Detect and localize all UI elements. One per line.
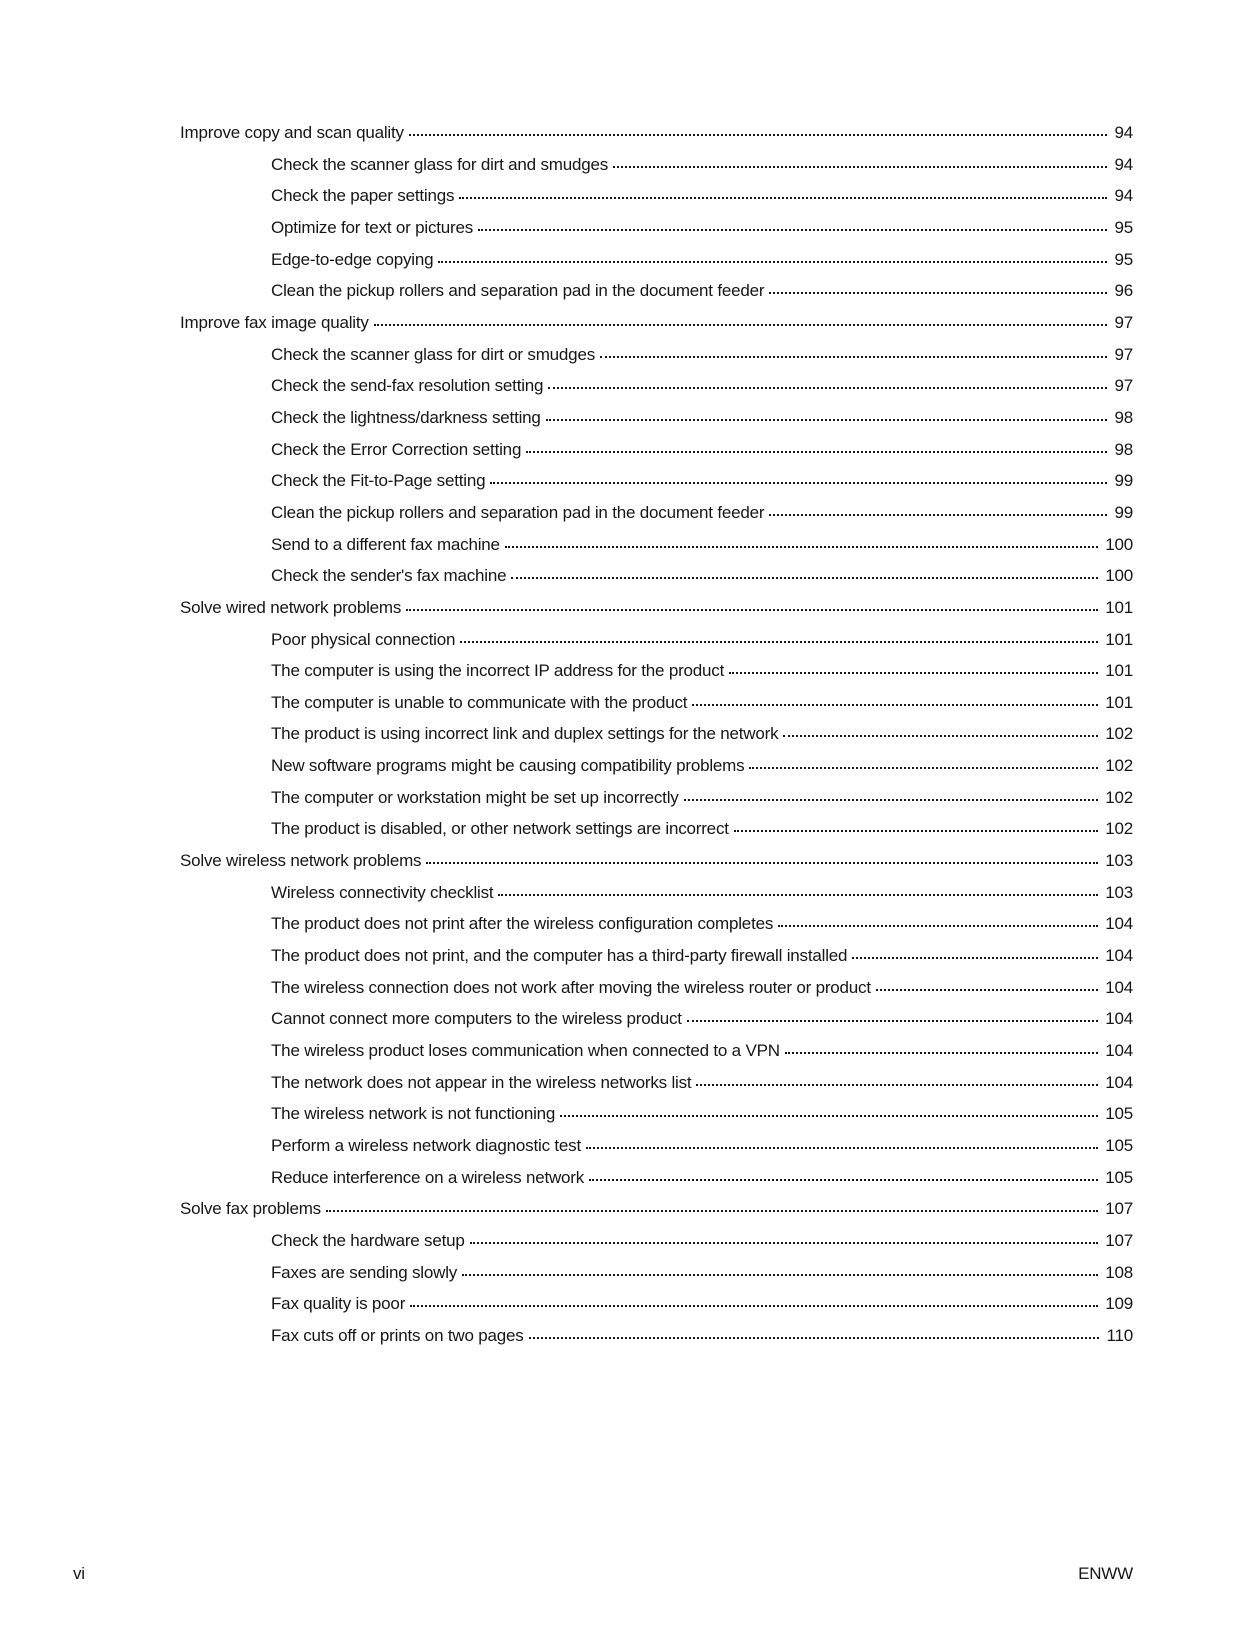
toc-entry-page: 94 (1114, 123, 1133, 142)
toc-entry[interactable] (180, 244, 1133, 276)
toc-entry[interactable] (180, 624, 1133, 656)
toc-dot-leader (406, 609, 1098, 611)
toc-entry[interactable] (180, 529, 1133, 561)
toc-dot-leader (734, 830, 1098, 832)
toc-entry-page: 99 (1114, 471, 1133, 491)
toc-entry-title: The wireless connection does not work after moving the wireless router or product (271, 977, 871, 997)
toc-entry[interactable] (180, 1162, 1133, 1194)
toc-entry-page: 101 (1105, 692, 1133, 712)
toc-entry-title: Check the paper settings (271, 186, 455, 206)
toc-entry-title: Clean the pickup rollers and separation pad in the document feeder (271, 502, 765, 522)
toc-entry-page: 101 (1105, 629, 1133, 649)
toc-entry-title: The wireless network is not functioning (271, 1104, 556, 1124)
toc-entry[interactable] (180, 877, 1133, 909)
toc-entry[interactable] (180, 149, 1133, 181)
toc-dot-leader (769, 292, 1107, 294)
toc-dot-leader (769, 514, 1107, 516)
toc-entry-title: Fax quality is poor (271, 1294, 406, 1314)
toc-entry-page: 95 (1114, 249, 1133, 269)
toc-entry-title: The product does not print after the wireless configuration completes (271, 914, 774, 934)
toc-dot-leader (852, 957, 1098, 959)
toc-dot-leader (438, 261, 1107, 263)
toc-entry-page: 104 (1105, 977, 1133, 997)
toc-entry-title: Optimize for text or pictures (271, 217, 474, 237)
toc-dot-leader (490, 482, 1107, 484)
toc-entry[interactable] (180, 1320, 1133, 1352)
toc-entry-title: Solve fax problems (180, 1199, 321, 1219)
toc-entry-title: The computer is unable to communicate with the product (271, 692, 688, 712)
toc-entry[interactable] (180, 370, 1133, 402)
toc-entry-page: 108 (1105, 1262, 1133, 1282)
toc-dot-leader (729, 672, 1098, 674)
toc-dot-leader (586, 1147, 1098, 1149)
toc-entry-page: 94 (1114, 154, 1133, 174)
toc-entry[interactable] (180, 212, 1133, 244)
toc-entry-page: 104 (1105, 1072, 1133, 1092)
toc-entry[interactable] (180, 465, 1133, 497)
toc-entry-page: 109 (1105, 1294, 1133, 1314)
toc-dot-leader (326, 1210, 1098, 1212)
toc-dot-leader (526, 451, 1107, 453)
toc-entry[interactable] (180, 1035, 1133, 1067)
toc-entry-page: 103 (1105, 882, 1133, 902)
toc-entry-page: 102 (1105, 724, 1133, 744)
toc-entry[interactable] (180, 1193, 1133, 1225)
toc-entry-title: Fax cuts off or prints on two pages (271, 1325, 524, 1345)
toc-entry-page: 105 (1105, 1104, 1133, 1124)
toc-entry[interactable] (180, 655, 1133, 687)
toc-entry-page: 98 (1114, 407, 1133, 427)
toc-entry-title: Edge-to-edge copying (271, 249, 434, 269)
toc-entry-title: The network does not appear in the wireless networks list (271, 1072, 692, 1092)
toc-dot-leader (505, 546, 1098, 548)
toc-entry-title: Solve wireless network problems (180, 851, 422, 871)
toc-entry-title: The product is using incorrect link and duplex settings for the network (271, 724, 779, 744)
toc-dot-leader (560, 1115, 1098, 1117)
toc-entry-title: Check the sender's fax machine (271, 566, 507, 586)
toc-entry-page: 102 (1105, 787, 1133, 807)
toc-entry[interactable] (180, 592, 1133, 624)
toc-entry-page: 97 (1114, 312, 1133, 332)
toc-entry-title: Reduce interference on a wireless network (271, 1167, 585, 1187)
toc-entry-page: 98 (1114, 439, 1133, 459)
toc-entry[interactable] (180, 180, 1133, 212)
toc-dot-leader (410, 1305, 1098, 1307)
toc-entry-page: 99 (1114, 502, 1133, 522)
toc-entry-page: 96 (1114, 281, 1133, 301)
toc-dot-leader (478, 229, 1107, 231)
toc-entry-title: Check the scanner glass for dirt and smudges (271, 154, 609, 174)
toc-entry-page: 105 (1105, 1136, 1133, 1155)
toc-entry-title: The wireless product loses communication when connected to a VPN (271, 1041, 780, 1061)
toc-entry-title: Check the Error Correction setting (271, 439, 522, 459)
toc-entry-page: 100 (1105, 566, 1133, 586)
toc-entry-title: Check the hardware setup (271, 1230, 465, 1250)
toc-entry[interactable] (180, 402, 1133, 434)
toc-dot-leader (529, 1337, 1100, 1339)
toc-entry-title: Cannot connect more computers to the wireless product (271, 1009, 682, 1029)
toc-entry[interactable] (180, 908, 1133, 940)
toc-entry-page: 104 (1105, 1009, 1133, 1029)
toc-entry-page: 105 (1105, 1167, 1133, 1187)
toc-entry[interactable] (180, 275, 1133, 307)
toc-dot-leader (409, 134, 1108, 136)
toc-entry[interactable] (180, 1067, 1133, 1099)
toc-dot-leader (546, 419, 1108, 421)
toc-entry-title: Clean the pickup rollers and separation pad in the document feeder (271, 281, 765, 301)
toc-entry[interactable] (180, 1130, 1133, 1162)
toc-dot-leader (749, 767, 1098, 769)
toc-dot-leader (426, 862, 1098, 864)
toc-entry[interactable] (180, 1003, 1133, 1035)
toc-entry[interactable] (180, 339, 1133, 371)
toc-entry[interactable] (180, 434, 1133, 466)
toc-entry[interactable] (180, 497, 1133, 529)
toc-entry-title: Wireless connectivity checklist (271, 882, 494, 902)
toc-dot-leader (876, 989, 1098, 991)
toc-entry[interactable] (180, 813, 1133, 845)
toc-entry-title: Improve copy and scan quality (180, 123, 404, 142)
toc-entry[interactable] (180, 782, 1133, 814)
toc-entry[interactable] (180, 718, 1133, 750)
toc-dot-leader (470, 1242, 1099, 1244)
footer-page-number: vi (73, 1564, 85, 1583)
toc-entry-title: The computer or workstation might be set up incorrectly (271, 787, 679, 807)
toc-dot-leader (696, 1084, 1098, 1086)
toc-entry[interactable] (180, 117, 1133, 149)
toc-entry[interactable] (180, 1225, 1133, 1257)
toc-entry-title: Faxes are sending slowly (271, 1262, 458, 1282)
toc-entry-page: 104 (1105, 1041, 1133, 1061)
toc-dot-leader (511, 577, 1098, 579)
toc-entry[interactable] (180, 1288, 1133, 1320)
toc-dot-leader (460, 641, 1098, 643)
toc-entry-title: The product does not print, and the computer has a third-party firewall installed (271, 946, 848, 966)
toc-dot-leader (684, 799, 1099, 801)
toc-entry-page: 100 (1105, 534, 1133, 554)
toc-entry-title: Send to a different fax machine (271, 534, 500, 554)
toc-entry-page: 101 (1105, 597, 1133, 617)
page-footer (73, 1564, 1133, 1584)
toc-dot-leader (548, 387, 1107, 389)
toc-entry-page: 97 (1114, 376, 1133, 396)
toc-entry-page: 107 (1105, 1199, 1133, 1219)
toc-entry-page: 102 (1105, 756, 1133, 776)
toc-entry-page: 95 (1114, 217, 1133, 237)
toc-dot-leader (778, 925, 1098, 927)
toc-entry[interactable] (180, 1098, 1133, 1130)
toc-entry-title: New software programs might be causing compatibility problems (271, 756, 745, 776)
toc-entry-title: Check the lightness/darkness setting (271, 407, 541, 427)
toc-entry-title: The product is disabled, or other network settings are incorrect (271, 819, 729, 839)
toc-entry-title: Check the scanner glass for dirt or smudges (271, 344, 595, 364)
toc-entry[interactable] (180, 940, 1133, 972)
toc-dot-leader (462, 1274, 1098, 1276)
toc-entry-title: Poor physical connection (271, 629, 456, 649)
toc-dot-leader (600, 356, 1107, 358)
toc-entry-page: 107 (1105, 1230, 1133, 1250)
toc-entry-page: 103 (1105, 851, 1133, 871)
toc-dot-leader (783, 735, 1098, 737)
toc-entry-title: The computer is using the incorrect IP address for the product (271, 661, 725, 681)
toc-entry-title: Improve fax image quality (180, 312, 369, 332)
toc-entry-title: Perform a wireless network diagnostic test (271, 1136, 582, 1155)
toc-entry-page: 104 (1105, 914, 1133, 934)
toc-dot-leader (613, 166, 1107, 168)
toc-entry[interactable] (180, 1257, 1133, 1289)
toc-entry-page: 97 (1114, 344, 1133, 364)
footer-edition-label: ENWW (1078, 1564, 1133, 1583)
toc-entry-title: Solve wired network problems (180, 597, 402, 617)
toc-dot-leader (459, 197, 1107, 199)
toc-dot-leader (374, 324, 1108, 326)
toc-entry-page: 102 (1105, 819, 1133, 839)
toc (180, 117, 1133, 1352)
toc-entry[interactable] (180, 972, 1133, 1004)
toc-dot-leader (498, 894, 1098, 896)
toc-dot-leader (785, 1052, 1098, 1054)
toc-entry[interactable] (180, 560, 1133, 592)
toc-entry[interactable] (180, 845, 1133, 877)
toc-dot-leader (589, 1179, 1098, 1181)
toc-entry-page: 94 (1114, 186, 1133, 206)
toc-entry[interactable] (180, 687, 1133, 719)
toc-entry-page: 104 (1105, 946, 1133, 966)
toc-entry-title: Check the send-fax resolution setting (271, 376, 544, 396)
toc-entry[interactable] (180, 307, 1133, 339)
toc-entry[interactable] (180, 750, 1133, 782)
toc-entry-page: 101 (1105, 661, 1133, 681)
toc-dot-leader (692, 704, 1098, 706)
toc-entry-title: Check the Fit-to-Page setting (271, 471, 486, 491)
toc-dot-leader (687, 1020, 1098, 1022)
toc-entry-page: 110 (1106, 1325, 1133, 1345)
